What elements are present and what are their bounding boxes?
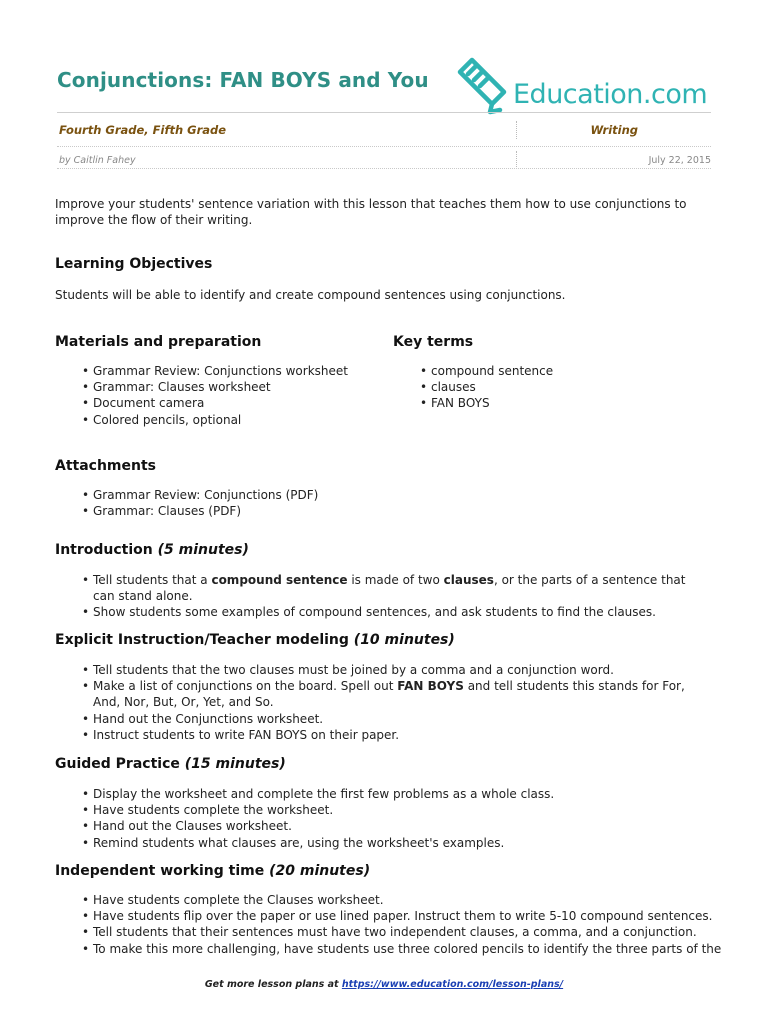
meta-rule [57,146,711,147]
meta-divider [516,151,517,169]
guided-practice-heading [55,756,286,772]
attachments-list [55,487,455,519]
list-item: • Remind students what clauses are, using the worksheet's examples. [55,835,705,851]
list-item: • Have students complete the worksheet. [55,802,705,818]
lesson-plans-link[interactable]: https://www.education.com/lesson-plans/ [341,979,564,990]
list-item: • Document camera [55,395,385,411]
page-title: Conjunctions: FAN BOYS and You [57,68,429,92]
materials-heading: Materials and preparation [55,334,262,350]
list-item: • Colored pencils, optional [55,412,385,428]
publish-date: July 22, 2015 [648,155,711,166]
logo-wordmark: Education.com [513,79,708,110]
list-item: • Instruct students to write FAN BOYS on their paper. [55,727,705,743]
subject-label: Writing [590,123,638,137]
attachments-heading: Attachments [55,458,157,474]
list-item: • Display the worksheet and complete the first few problems as a whole class. [55,786,705,802]
grade-levels: Fourth Grade, Fifth Grade [59,123,227,137]
guided-practice-list [55,786,705,851]
list-item: • FAN BOYS [393,395,693,411]
author-byline: by Caitlin Fahey [59,155,136,166]
pencil-logo-icon [454,56,514,116]
list-item: • Have students complete the Clauses worksheet. [55,892,715,908]
section-duration: (10 minutes) [353,632,455,648]
materials-list [55,363,385,428]
list-item: • To make this more challenging, have students use three colored pencils to identify the three parts of the [55,941,715,957]
attachment-link[interactable]: • Grammar: Clauses (PDF) [55,503,455,519]
list-item: • Make a list of conjunctions on the board. Spell out FAN BOYS and tell students this stands for For, And, Nor, But, Or, Yet, and So. [55,678,705,710]
explicit-instruction-heading [55,632,455,648]
list-item: • Grammar Review: Conjunctions worksheet [55,363,385,379]
list-item: • Tell students that the two clauses must be joined by a comma and a conjunction word. [55,662,705,678]
footer-text: Get more lesson plans at [204,979,342,990]
key-terms-heading: Key terms [393,334,474,350]
section-duration: (15 minutes) [184,756,286,772]
introduction-heading [55,542,249,558]
list-item: • Grammar: Clauses worksheet [55,379,385,395]
objectives-heading: Learning Objectives [55,256,213,272]
independent-time-list [55,892,722,957]
introduction-list [55,572,705,621]
section-title: Guided Practice [55,756,180,772]
footer-promo [0,979,768,990]
list-item: • Hand out the Conjunctions worksheet. [55,711,705,727]
section-title: Explicit Instruction/Teacher modeling [55,632,349,648]
list-item: • clauses [393,379,693,395]
key-terms-list [393,363,693,412]
education-com-logo[interactable] [454,56,714,116]
section-title: Introduction [55,542,153,558]
section-title: Independent working time [55,863,265,879]
list-item: • Show students some examples of compound sentences, and ask students to find the clauses. [55,604,705,620]
meta-divider [516,121,517,139]
objectives-text: Students will be able to identify and create compound sentences using conjunctions. [55,288,566,302]
list-item: • compound sentence [393,363,693,379]
header-divider [57,112,711,113]
independent-time-heading [55,863,370,879]
attachment-link[interactable]: • Grammar Review: Conjunctions (PDF) [55,487,455,503]
list-item: • Tell students that a compound sentence is made of two clauses, or the parts of a sentence that can stand alone. [55,572,705,604]
list-item: • Tell students that their sentences must have two independent clauses, a comma, and a conjunction. [55,924,715,940]
section-duration: (5 minutes) [157,542,249,558]
meta-rule [57,168,711,169]
list-item: • Have students flip over the paper or use lined paper. Instruct them to write 5-10 compound sentences. [55,908,715,924]
explicit-instruction-list [55,662,705,743]
section-duration: (20 minutes) [269,863,371,879]
lesson-summary: Improve your students' sentence variation with this lesson that teaches them how to use conjunctions to improve the flow of their writing. [55,197,687,227]
list-item: • Hand out the Clauses worksheet. [55,818,705,834]
